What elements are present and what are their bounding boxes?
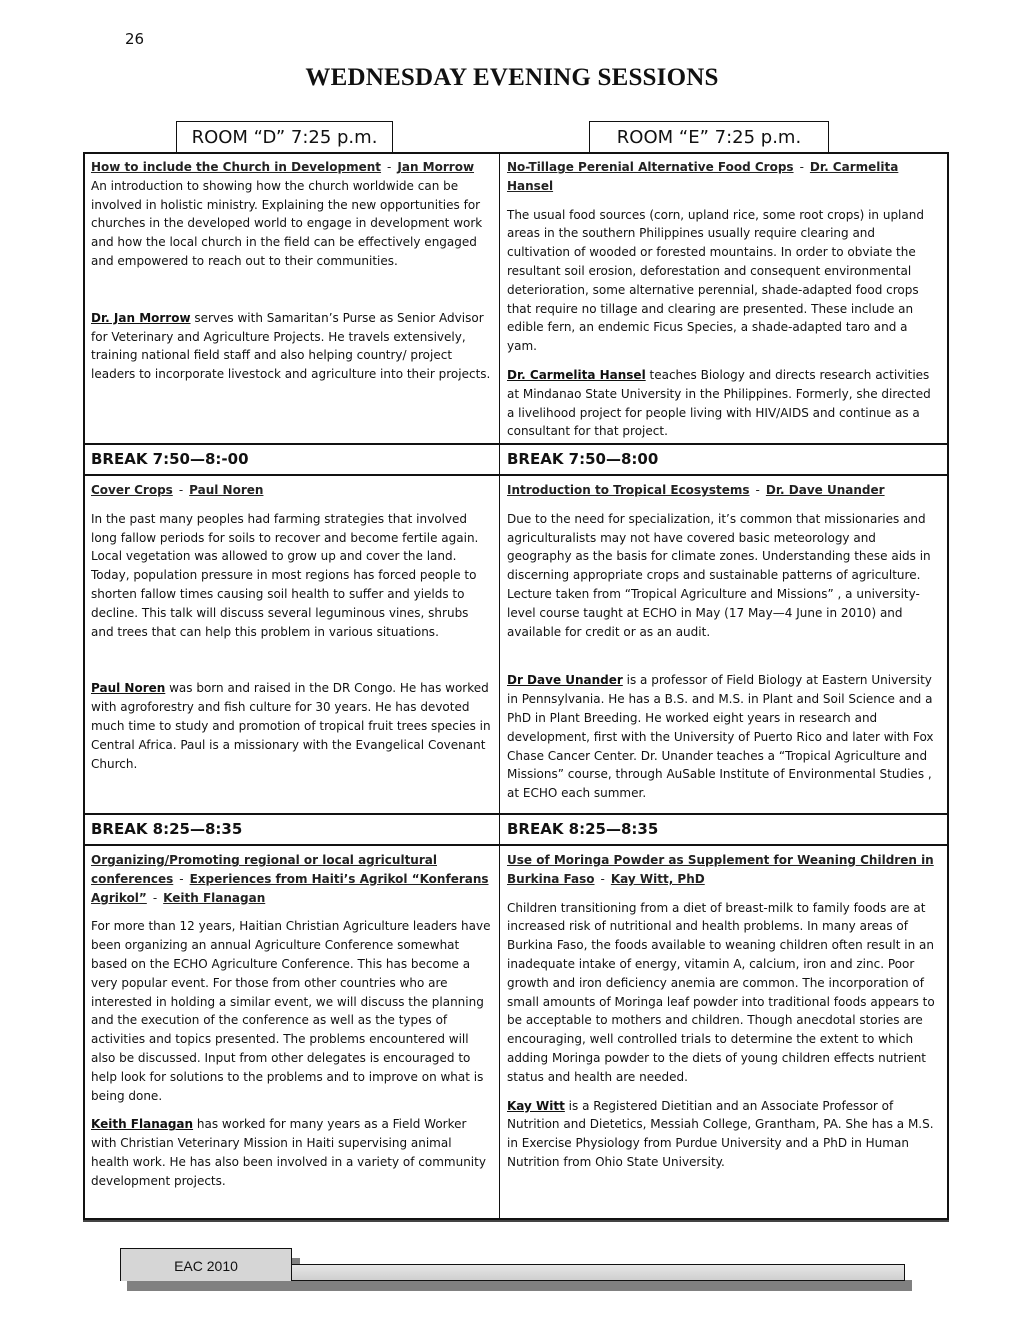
session-speaker: Paul Noren xyxy=(189,483,264,497)
speaker-bio xyxy=(507,671,941,803)
session-title: Use of Moringa Powder as Supplement for Weaning Children in Burkina Faso xyxy=(507,853,934,886)
speaker-bio xyxy=(507,366,941,441)
separator: - xyxy=(387,160,392,174)
speaker-bio xyxy=(91,1115,493,1190)
session-heading xyxy=(507,851,941,889)
session-heading xyxy=(91,481,493,500)
separator: - xyxy=(755,483,760,497)
row-divider xyxy=(85,813,947,815)
break-time-room-d-1: BREAK 7:50—8:-00 xyxy=(91,450,249,468)
session-title: Introduction to Tropical Ecosystems xyxy=(507,483,750,497)
column-divider xyxy=(499,154,500,1218)
session-heading xyxy=(91,158,493,177)
speaker-bio xyxy=(507,1097,941,1172)
session-speaker: Dr. Dave Unander xyxy=(765,483,885,497)
session-heading xyxy=(507,158,941,196)
session-description: For more than 12 years, Haitian Christian Agriculture leaders have been organizing an annual Agriculture Conference somewhat based on the ECHO Agriculture Conference. This has become a very popular event. For those from other countries who are interested in holding a similar event, we will discuss the planning and the execution of the conference as well as the types of activities and topics presented. The problems encountered will also be discussed. Input from other delegates is encouraged to help look for solutions to the problems and to improve on what is being done. xyxy=(91,919,491,1103)
session-title: No-Tillage Perenial Alternative Food Crops xyxy=(507,160,794,174)
separator: - xyxy=(179,871,184,886)
bio-speaker-name: Kay Witt xyxy=(507,1098,565,1113)
bio-text: is a professor of Field Biology at Eastern University in Pennsylvania. He has a B.S. and M.S. in Plant and Soil Science and a PhD in Plant Breeding. He worked eight years in research and development, first with the University of Puerto Rico and later with Fox Chase Cancer Center. Dr. Unander teaches a “Tropical Agriculture and Missions” course, through AuSable Institute of Environmental Studies , at ECHO each summer. xyxy=(507,673,934,801)
bio-text: was born and raised in the DR Congo. He has worked with agroforestry and fish culture for 30 years. He has devoted much time to study and promotion of tropical fruit trees species in Central Africa. Paul is a missionary with the Evangelical Covenant Church. xyxy=(91,681,491,771)
session-cell-room-d-2 xyxy=(85,477,499,812)
break-time-room-d-2: BREAK 8:25—8:35 xyxy=(91,820,243,838)
session-description: In the past many peoples had farming strategies that involved long fallow periods for soils to recover and become fertile again. Local vegetation was allowed to grow up and cover the land. Today, population pressure in most regions has forced people to shorten fallow times causing soil health to suffer and yields to decline. This talk will discuss several leguminous vines, shrubs and trees that can help this problem in various situations. xyxy=(91,511,479,639)
footer-bar-shadow xyxy=(127,1280,912,1291)
speaker-bio xyxy=(91,309,493,384)
session-cell-room-d-3 xyxy=(85,847,499,1217)
separator: - xyxy=(178,483,184,497)
room-e-header: ROOM “E” 7:25 p.m. xyxy=(589,121,829,153)
session-cell-room-d-1 xyxy=(85,154,499,442)
bio-speaker-name: Paul Noren xyxy=(91,681,166,696)
bio-speaker-name: Keith Flanagan xyxy=(91,1117,194,1132)
session-heading xyxy=(91,851,493,907)
session-title: Organizing/Promoting regional or local agricultural conferences xyxy=(91,853,437,886)
bio-speaker-name: Dr. Carmelita Hansel xyxy=(507,367,646,382)
session-schedule-table xyxy=(83,152,949,1220)
session-heading xyxy=(507,481,941,500)
separator: - xyxy=(152,890,158,905)
bio-text: teaches Biology and directs research activities at Mindanao State University in the Philippines. Formerly, she directed a livelihood project for people living with HIV/AIDS and continue as a consultant for that project. xyxy=(507,367,931,439)
session-description: Due to the need for specialization, it’s common that missionaries and agriculturalists may not have covered basic meteorology and geography as the basis for climate zones. Understanding these aids in discerning appropriate crops and sustainable patterns of agriculture. Lecture taken from “Tropical Agriculture and Missions” , a university-level course taught at ECHO in May (17 May—4 June in 2010) and available for credit or as an audit. xyxy=(507,511,931,639)
session-title: Cover Crops xyxy=(91,483,173,497)
page-number: 26 xyxy=(125,30,145,48)
bio-text: is a Registered Dietitian and an Associate Professor of Nutrition and Dietetics, Messiah College, Grantham, PA. She has a M.S. in Exercise Physiology from Purdue University and a PhD in Human Nutrition from Ohio State University. xyxy=(507,1098,934,1169)
session-speaker: Dr. Carmelita Hansel xyxy=(507,160,899,193)
row-divider xyxy=(85,443,947,445)
session-description: An introduction to showing how the church worldwide can be involved in holistic ministry. Explaining the new opportunities for churches in the developed world to engage in development work and how the local church in the field can be effectively engaged and empowered to reach out to their communities. xyxy=(91,178,483,268)
bio-text: has worked for many years as a Field Worker with Christian Veterinary Mission in Haiti supervising animal health work. He has also been involved in a variety of community development projects. xyxy=(91,1117,486,1188)
break-time-room-e-1: BREAK 7:50—8:00 xyxy=(507,450,659,468)
break-time-room-e-2: BREAK 8:25—8:35 xyxy=(507,820,659,838)
page-title: WEDNESDAY EVENING SESSIONS xyxy=(305,64,719,91)
bio-speaker-name: Dr Dave Unander xyxy=(507,673,623,688)
bio-speaker-name: Dr. Jan Morrow xyxy=(91,310,191,325)
separator: - xyxy=(600,871,605,886)
session-speaker: Keith Flanagan xyxy=(163,890,266,905)
session-title: How to include the Church in Development xyxy=(91,160,382,174)
session-cell-room-e-2 xyxy=(501,477,947,812)
session-speaker: Jan Morrow xyxy=(397,160,475,174)
session-speaker: Kay Witt, PhD xyxy=(610,871,705,886)
separator: - xyxy=(799,160,804,174)
row-divider xyxy=(85,844,947,846)
session-subtitle: Experiences from Haiti’s Agrikol “Konferans Agrikol” xyxy=(91,871,489,905)
session-cell-room-e-1 xyxy=(501,154,947,442)
room-d-header: ROOM “D” 7:25 p.m. xyxy=(176,121,393,153)
footer-label: EAC 2010 xyxy=(120,1248,292,1281)
session-description: The usual food sources (corn, upland rice, some root crops) in upland areas in the southern Philippines usually require clearing and cultivation of wooded or forested mountains. In order to obviate the resultant soil erosion, deforestation and consequent environmental deterioration, some alternative perennial, shade-adapted food crops that require no tillage and clearing are presented. These include an edible fern, an endemic Ficus Species, a shade-adapted taro and a yam. xyxy=(507,207,924,354)
session-description: Children transitioning from a diet of breast-milk to family foods are at increased risk of nutritional and health problems. In many areas of Burkina Faso, the foods available to weaning children often result in an inadequate intake of energy, vitamin A, calcium, iron and zinc. Poor growth and iron deficiency anemia are common. The incorporation of small amounts of Moringa leaf powder into traditional foods appears to be acceptable to mothers and children. Though anecdotal stories are encouraging, well controlled trials to determine the extent to which adding Moringa powder to the diets of young children effects nutrient status and health are needed. xyxy=(507,900,935,1084)
speaker-bio xyxy=(91,679,493,773)
session-cell-room-e-3 xyxy=(501,847,947,1217)
row-divider xyxy=(85,474,947,476)
bio-text: serves with Samaritan’s Purse as Senior Advisor for Veterinary and Agriculture Projects. He travels extensively, training national field staff and also helping country/ project leaders to incorporate livestock and agriculture into their projects. xyxy=(91,310,491,382)
